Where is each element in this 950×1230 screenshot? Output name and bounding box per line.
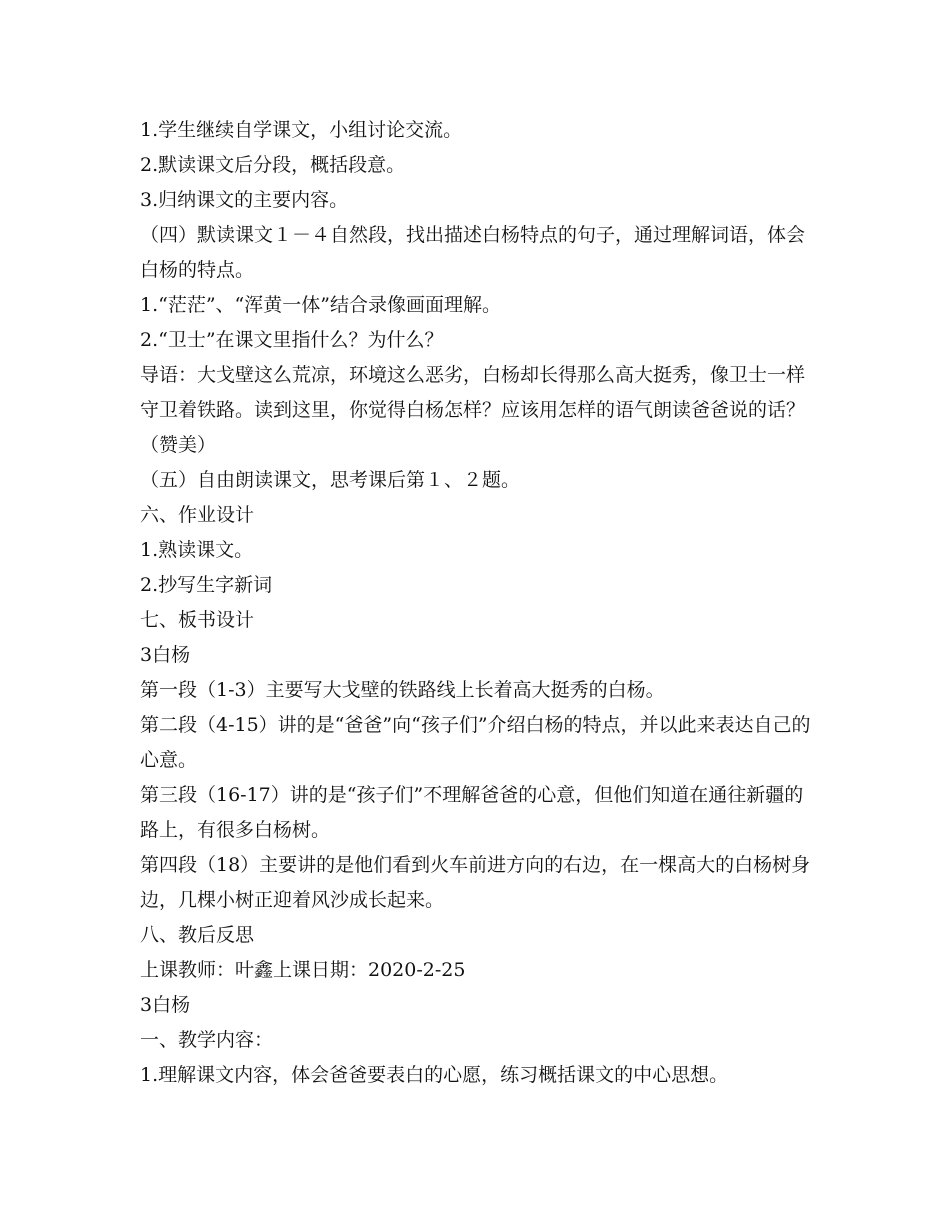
paragraph: 3.归纳课文的主要内容。 <box>140 189 349 211</box>
paragraph: 第一段（1-3）主要写大戈壁的铁路线上长着高大挺秀的白杨。 <box>140 679 665 701</box>
document-body <box>140 113 820 1093</box>
paragraph: （四）默读课文１－４自然段，找出描述白杨特点的句子，通过理解词语，体会白杨的特点。 <box>140 224 806 281</box>
paragraph: 1.理解课文内容，体会爸爸要表白的心愿，练习概括课文的中心思想。 <box>140 1064 729 1086</box>
paragraph: 1.熟读课文。 <box>140 539 254 561</box>
section-heading: 七、板书设计 <box>140 609 255 631</box>
section-heading: 一、教学内容： <box>140 1029 274 1051</box>
paragraph: （五）自由朗读课文，思考课后第１、２题。 <box>140 469 521 491</box>
paragraph: 2.“卫士”在课文里指什么？为什么？ <box>140 329 444 351</box>
lesson-title: 3白杨 <box>140 994 191 1016</box>
section-heading: 六、作业设计 <box>140 504 255 526</box>
paragraph: 第二段（4-15）讲的是“爸爸”向“孩子们”介绍白杨的特点，并以此来表达自己的心意。 <box>140 714 811 771</box>
lesson-title: 3白杨 <box>140 644 191 666</box>
paragraph: 2.默读课文后分段，概括段意。 <box>140 154 406 176</box>
paragraph: 导语：大戈壁这么荒凉，环境这么恶劣，白杨却长得那么高大挺秀，像卫士一样守卫着铁路。读到这里，你觉得白杨怎样？应该用怎样的语气朗读爸爸说的话？（赞美） <box>140 364 806 456</box>
paragraph: 2.抄写生字新词 <box>140 574 273 596</box>
paragraph: 第三段（16-17）讲的是“孩子们”不理解爸爸的心意，但他们知道在通往新疆的路上，有很多白杨树。 <box>140 784 804 841</box>
section-heading: 八、教后反思 <box>140 924 255 946</box>
paragraph: 1.学生继续自学课文，小组讨论交流。 <box>140 119 463 141</box>
paragraph: 1.“茫茫”、“浑黄一体”结合录像画面理解。 <box>140 294 501 316</box>
paragraph: 第四段（18）主要讲的是他们看到火车前进方向的右边，在一棵高大的白杨树身边，几棵小树正迎着风沙成长起来。 <box>140 854 811 911</box>
teacher-date-line: 上课教师：叶鑫上课日期：2020-2-25 <box>140 959 466 981</box>
